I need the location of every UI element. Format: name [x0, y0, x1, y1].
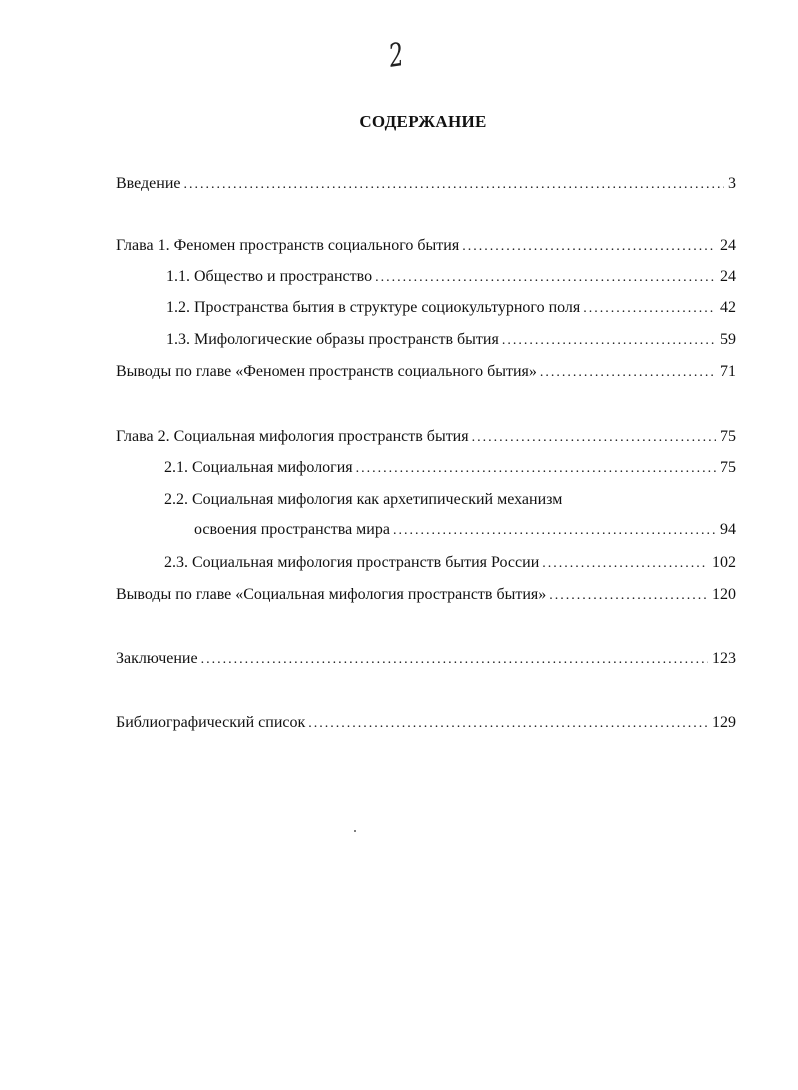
toc-entry-label: 1.3. Мифологические образы пространств бытия [166, 331, 499, 348]
toc-page-number: 75 [720, 428, 736, 445]
toc-page-number: 75 [720, 459, 736, 476]
toc-entry-label: освоения пространства мира [194, 521, 390, 538]
toc-entry-chapter-2 [116, 427, 736, 448]
toc-entry-label: Библиографический список [116, 714, 306, 731]
dot-leader [542, 554, 708, 574]
dot-leader [549, 586, 708, 606]
toc-page-number: 59 [720, 331, 736, 348]
handwritten-page-number: 2 [386, 35, 406, 75]
toc-entry-label: Введение [116, 175, 181, 192]
toc-entry-section-2-3 [164, 553, 736, 574]
toc-entry-label: Заключение [116, 650, 198, 667]
toc-page-number: 24 [720, 268, 736, 285]
toc-entry-label: Выводы по главе «Феномен пространств социального бытия» [116, 363, 537, 380]
toc-entry-label: 2.1. Социальная мифология [164, 459, 353, 476]
dot-leader [583, 299, 716, 319]
toc-page-number: 3 [728, 175, 736, 192]
toc-entry-section-1-1 [166, 267, 736, 288]
dot-leader [201, 650, 708, 670]
toc-entry-label: Глава 1. Феномен пространств социального бытия [116, 237, 460, 254]
toc-page-number: 120 [712, 586, 736, 603]
toc-page-number: 24 [720, 237, 736, 254]
toc-entry-chapter-2-conclusions [116, 585, 736, 606]
dot-leader [184, 175, 725, 195]
toc-page-number: 71 [720, 363, 736, 380]
dot-leader [472, 428, 716, 448]
toc-entry-section-2-2-line1: 2.2. Социальная мифология как архетипический механизм [164, 491, 563, 508]
toc-entry-label: 1.2. Пространства бытия в структуре социокультурного поля [166, 299, 581, 316]
dot-leader [540, 363, 716, 383]
toc-entry-label: Выводы по главе «Социальная мифология пространств бытия» [116, 586, 547, 603]
dot-leader [308, 714, 708, 734]
toc-entry-chapter-1-conclusions [116, 362, 736, 383]
scan-speck [354, 830, 356, 832]
toc-entry-label: 2.3. Социальная мифология пространств бытия России [164, 554, 540, 571]
dot-leader [375, 268, 716, 288]
dot-leader [356, 459, 716, 479]
dot-leader [393, 521, 716, 541]
toc-entry-section-2-1 [164, 458, 736, 479]
toc-page-number: 94 [720, 521, 736, 538]
toc-entry-introduction [116, 174, 736, 195]
toc-entry-section-2-2 [194, 520, 736, 541]
toc-entry-label: Глава 2. Социальная мифология пространств бытия [116, 428, 469, 445]
toc-entry-section-1-2 [166, 298, 736, 319]
toc-page-number: 102 [712, 554, 736, 571]
toc-page-number: 129 [712, 714, 736, 731]
dot-leader [462, 237, 716, 257]
toc-entry-chapter-1 [116, 236, 736, 257]
toc-entry-section-1-3 [166, 330, 736, 351]
toc-entry-bibliography [116, 713, 736, 734]
toc-page-number: 123 [712, 650, 736, 667]
toc-page-number: 42 [720, 299, 736, 316]
toc-entry-label: 1.1. Общество и пространство [166, 268, 373, 285]
toc-entry-conclusion [116, 649, 736, 670]
page-title: СОДЕРЖАНИЕ [359, 112, 487, 131]
dot-leader [502, 331, 716, 351]
